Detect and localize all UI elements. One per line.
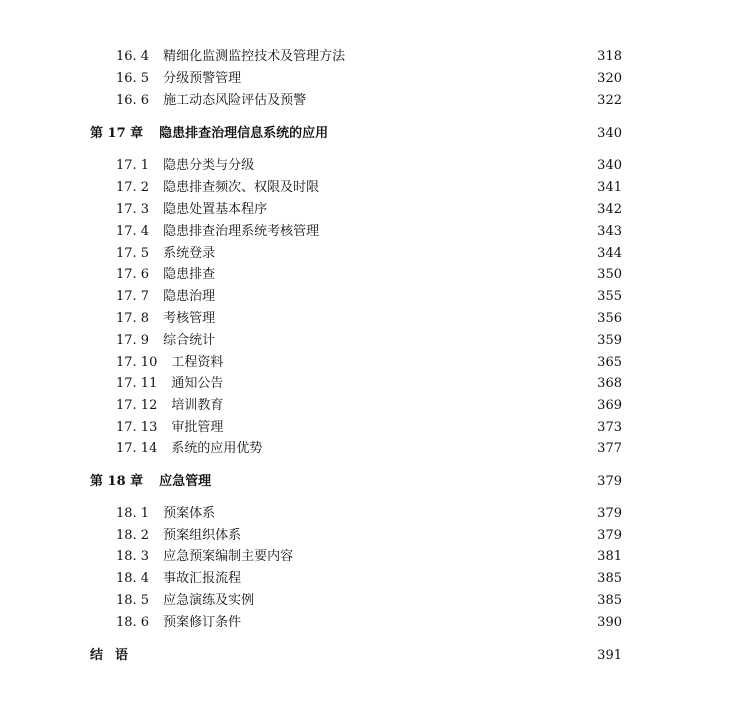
section-number: 17. 3 [116,202,150,217]
toc-entry[interactable] [0,330,730,352]
toc-entry[interactable] [0,155,730,177]
section-number: 17. 13 [116,420,158,435]
page-number: 340 [597,158,622,173]
toc-chapter-entry[interactable] [0,123,730,145]
dot-leader [221,503,586,525]
page-number: 385 [597,571,622,586]
page-number: 344 [597,246,622,261]
section-number: 18. 5 [116,593,150,608]
section-number: 17. 11 [116,376,158,391]
section-title: 隐患排查频次、权限及时限 [163,180,320,195]
dot-leader [247,68,586,90]
toc-entry[interactable] [0,568,730,590]
toc-entry[interactable] [0,243,730,265]
page-number: 320 [597,71,622,86]
toc-entry[interactable] [0,264,730,286]
section-number: 17. 4 [116,224,150,239]
page-number: 379 [597,528,622,543]
section-title: 综合统计 [163,333,216,348]
toc-entry[interactable] [0,46,730,68]
dot-leader [221,264,586,286]
page-number: 340 [597,126,622,141]
toc-entry[interactable] [0,503,730,525]
chapter-number: 第 18 章 [90,474,144,489]
page-number: 390 [597,615,622,630]
dot-leader [325,177,586,199]
toc-entry[interactable] [0,352,730,374]
toc-entry[interactable] [0,612,730,634]
toc-entry[interactable] [0,308,730,330]
toc-entry[interactable] [0,90,730,112]
dot-leader [221,330,586,352]
toc-entry[interactable] [0,525,730,547]
section-title: 通知公告 [171,376,224,391]
page-number: 355 [597,289,622,304]
dot-leader [221,243,586,265]
page-number: 377 [597,441,622,456]
page-number: 318 [597,49,622,64]
page-number: 341 [597,180,622,195]
chapter-title: 隐患排查治理信息系统的应用 [159,126,329,141]
section-number: 16. 5 [116,71,150,86]
conclusion-label: 结语 [90,648,141,663]
section-title: 预案体系 [163,506,216,521]
dot-leader [229,395,586,417]
section-title: 应急演练及实例 [163,593,255,608]
toc-entry[interactable] [0,417,730,439]
toc-entry[interactable] [0,68,730,90]
section-number: 17. 8 [116,311,150,326]
section-title: 施工动态风险评估及预警 [163,93,307,108]
toc-entry[interactable] [0,221,730,243]
toc-entry[interactable] [0,590,730,612]
section-title: 预案组织体系 [163,528,242,543]
section-number: 18. 4 [116,571,150,586]
page-number: 322 [597,93,622,108]
section-number: 18. 3 [116,549,150,564]
toc-conclusion-entry[interactable] [0,645,730,667]
section-title: 应急预案编制主要内容 [163,549,294,564]
page-number: 381 [597,549,622,564]
section-title: 分级预警管理 [163,71,242,86]
section-title: 精细化监测监控技术及管理方法 [163,49,346,64]
toc-entry[interactable] [0,546,730,568]
page-number: 379 [597,506,622,521]
section-number: 18. 1 [116,506,150,521]
dot-leader [160,645,586,667]
page-number: 342 [597,202,622,217]
page-number: 343 [597,224,622,239]
dot-leader [325,221,586,243]
chapter-number: 第 17 章 [90,126,144,141]
dot-leader [351,46,586,68]
section-number: 18. 6 [116,615,150,630]
section-number: 17. 10 [116,355,158,370]
dot-leader [268,438,586,460]
dot-leader [247,568,586,590]
dot-leader [260,155,586,177]
toc-entry[interactable] [0,177,730,199]
section-title: 预案修订条件 [163,615,242,630]
section-title: 系统登录 [163,246,216,261]
dot-leader [312,90,586,112]
page-number: 365 [597,355,622,370]
page-number: 350 [597,267,622,282]
dot-leader [273,199,586,221]
dot-leader [299,546,586,568]
toc-entry[interactable] [0,373,730,395]
dot-leader [247,525,586,547]
dot-leader [247,612,586,634]
section-title: 事故汇报流程 [163,571,242,586]
dot-leader [229,373,586,395]
page-number: 368 [597,376,622,391]
section-number: 16. 4 [116,49,150,64]
toc-entry[interactable] [0,395,730,417]
section-title: 隐患排查治理系统考核管理 [163,224,320,239]
section-title: 隐患处置基本程序 [163,202,268,217]
page-number: 356 [597,311,622,326]
page-number: 379 [597,474,622,489]
toc-chapter-entry[interactable] [0,471,730,493]
page-number: 385 [597,593,622,608]
section-number: 17. 6 [116,267,150,282]
page-number: 369 [597,398,622,413]
toc-entry[interactable] [0,286,730,308]
section-title: 工程资料 [171,355,224,370]
section-title: 隐患治理 [163,289,216,304]
page-number: 359 [597,333,622,348]
dot-leader [217,471,586,493]
section-number: 18. 2 [116,528,150,543]
dot-leader [260,590,586,612]
dot-leader [221,308,586,330]
section-number: 17. 1 [116,158,150,173]
page-number: 391 [597,648,622,663]
chapter-title: 应急管理 [159,474,212,489]
page-number: 373 [597,420,622,435]
dot-leader [229,352,586,374]
section-title: 隐患排查 [163,267,216,282]
dot-leader [221,286,586,308]
section-title: 隐患分类与分级 [163,158,255,173]
dot-leader [334,123,586,145]
section-number: 17. 14 [116,441,158,456]
section-title: 考核管理 [163,311,216,326]
toc-entry[interactable] [0,199,730,221]
section-number: 17. 5 [116,246,150,261]
section-title: 系统的应用优势 [171,441,263,456]
section-number: 17. 7 [116,289,150,304]
section-title: 培训教育 [171,398,224,413]
section-number: 17. 9 [116,333,150,348]
section-number: 17. 2 [116,180,150,195]
section-number: 16. 6 [116,93,150,108]
section-title: 审批管理 [171,420,224,435]
dot-leader [229,417,586,439]
section-number: 17. 12 [116,398,158,413]
toc-entry[interactable] [0,438,730,460]
